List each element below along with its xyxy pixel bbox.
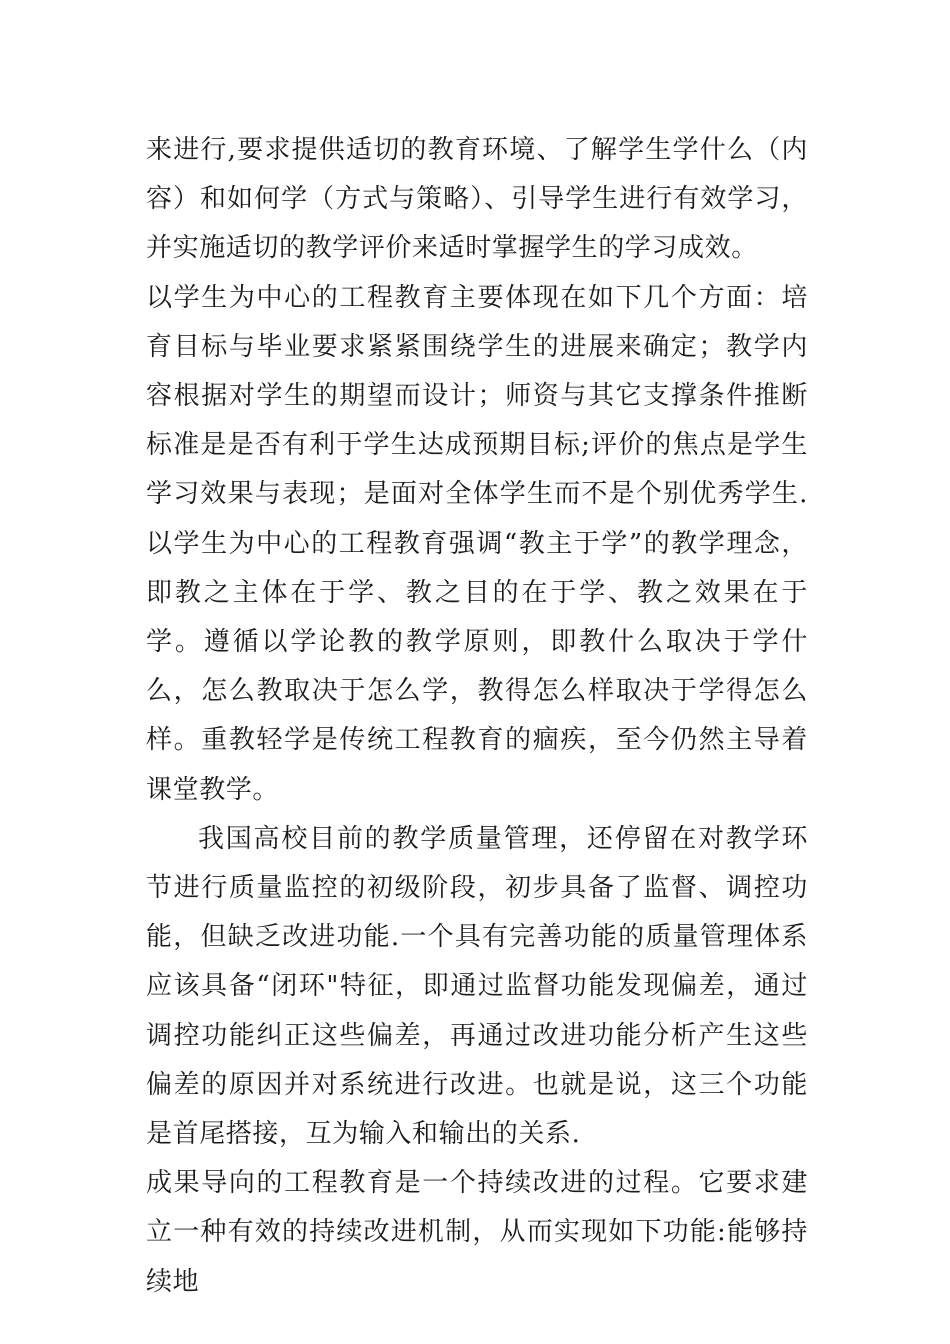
paragraph-3: 我国高校目前的教学质量管理，还停留在对教学环节进行质量监控的初级阶段，初步具备了监督、调控功能，但缺乏改进功能.一个具有完善功能的质量管理体系应该具备“闭环"特征，即通过监督功能发现偏差，通过调控功能纠正这些偏差，再通过改进功能分析产生这些偏差的原因并对系统进行改进。也就是说，这三个功能是首尾搭接，互为输入和输出的关系. <box>146 823 808 1150</box>
body-text <box>146 126 808 1307</box>
paragraph-1: 来进行,要求提供适切的教育环境、了解学生学什么（内容）和如何学（方式与策略）、引导学生进行有效学习，并实施适切的教学评价来适时掌握学生的学习成效。 <box>146 135 808 264</box>
paragraph-4: 成果导向的工程教育是一个持续改进的过程。它要求建立一种有效的持续改进机制，从而实现如下功能:能够持续地 <box>146 1168 808 1297</box>
paragraph-2: 以学生为中心的工程教育主要体现在如下几个方面：培育目标与毕业要求紧紧围绕学生的进展来确定；教学内容根据对学生的期望而设计；师资与其它支撑条件推断标准是是否有利于学生达成预期目标;评价的焦点是学生学习效果与表现；是面对全体学生而不是个别优秀学生.以学生为中心的工程教育强调“教主于学”的教学理念，即教之主体在于学、教之目的在于学、教之效果在于学。遵循以学论教的教学原则，即教什么取决于学什么，怎么教取决于怎么学，教得怎么样取决于学得怎么样。重教轻学是传统工程教育的痼疾，至今仍然主导着课堂教学。 <box>146 282 808 805</box>
